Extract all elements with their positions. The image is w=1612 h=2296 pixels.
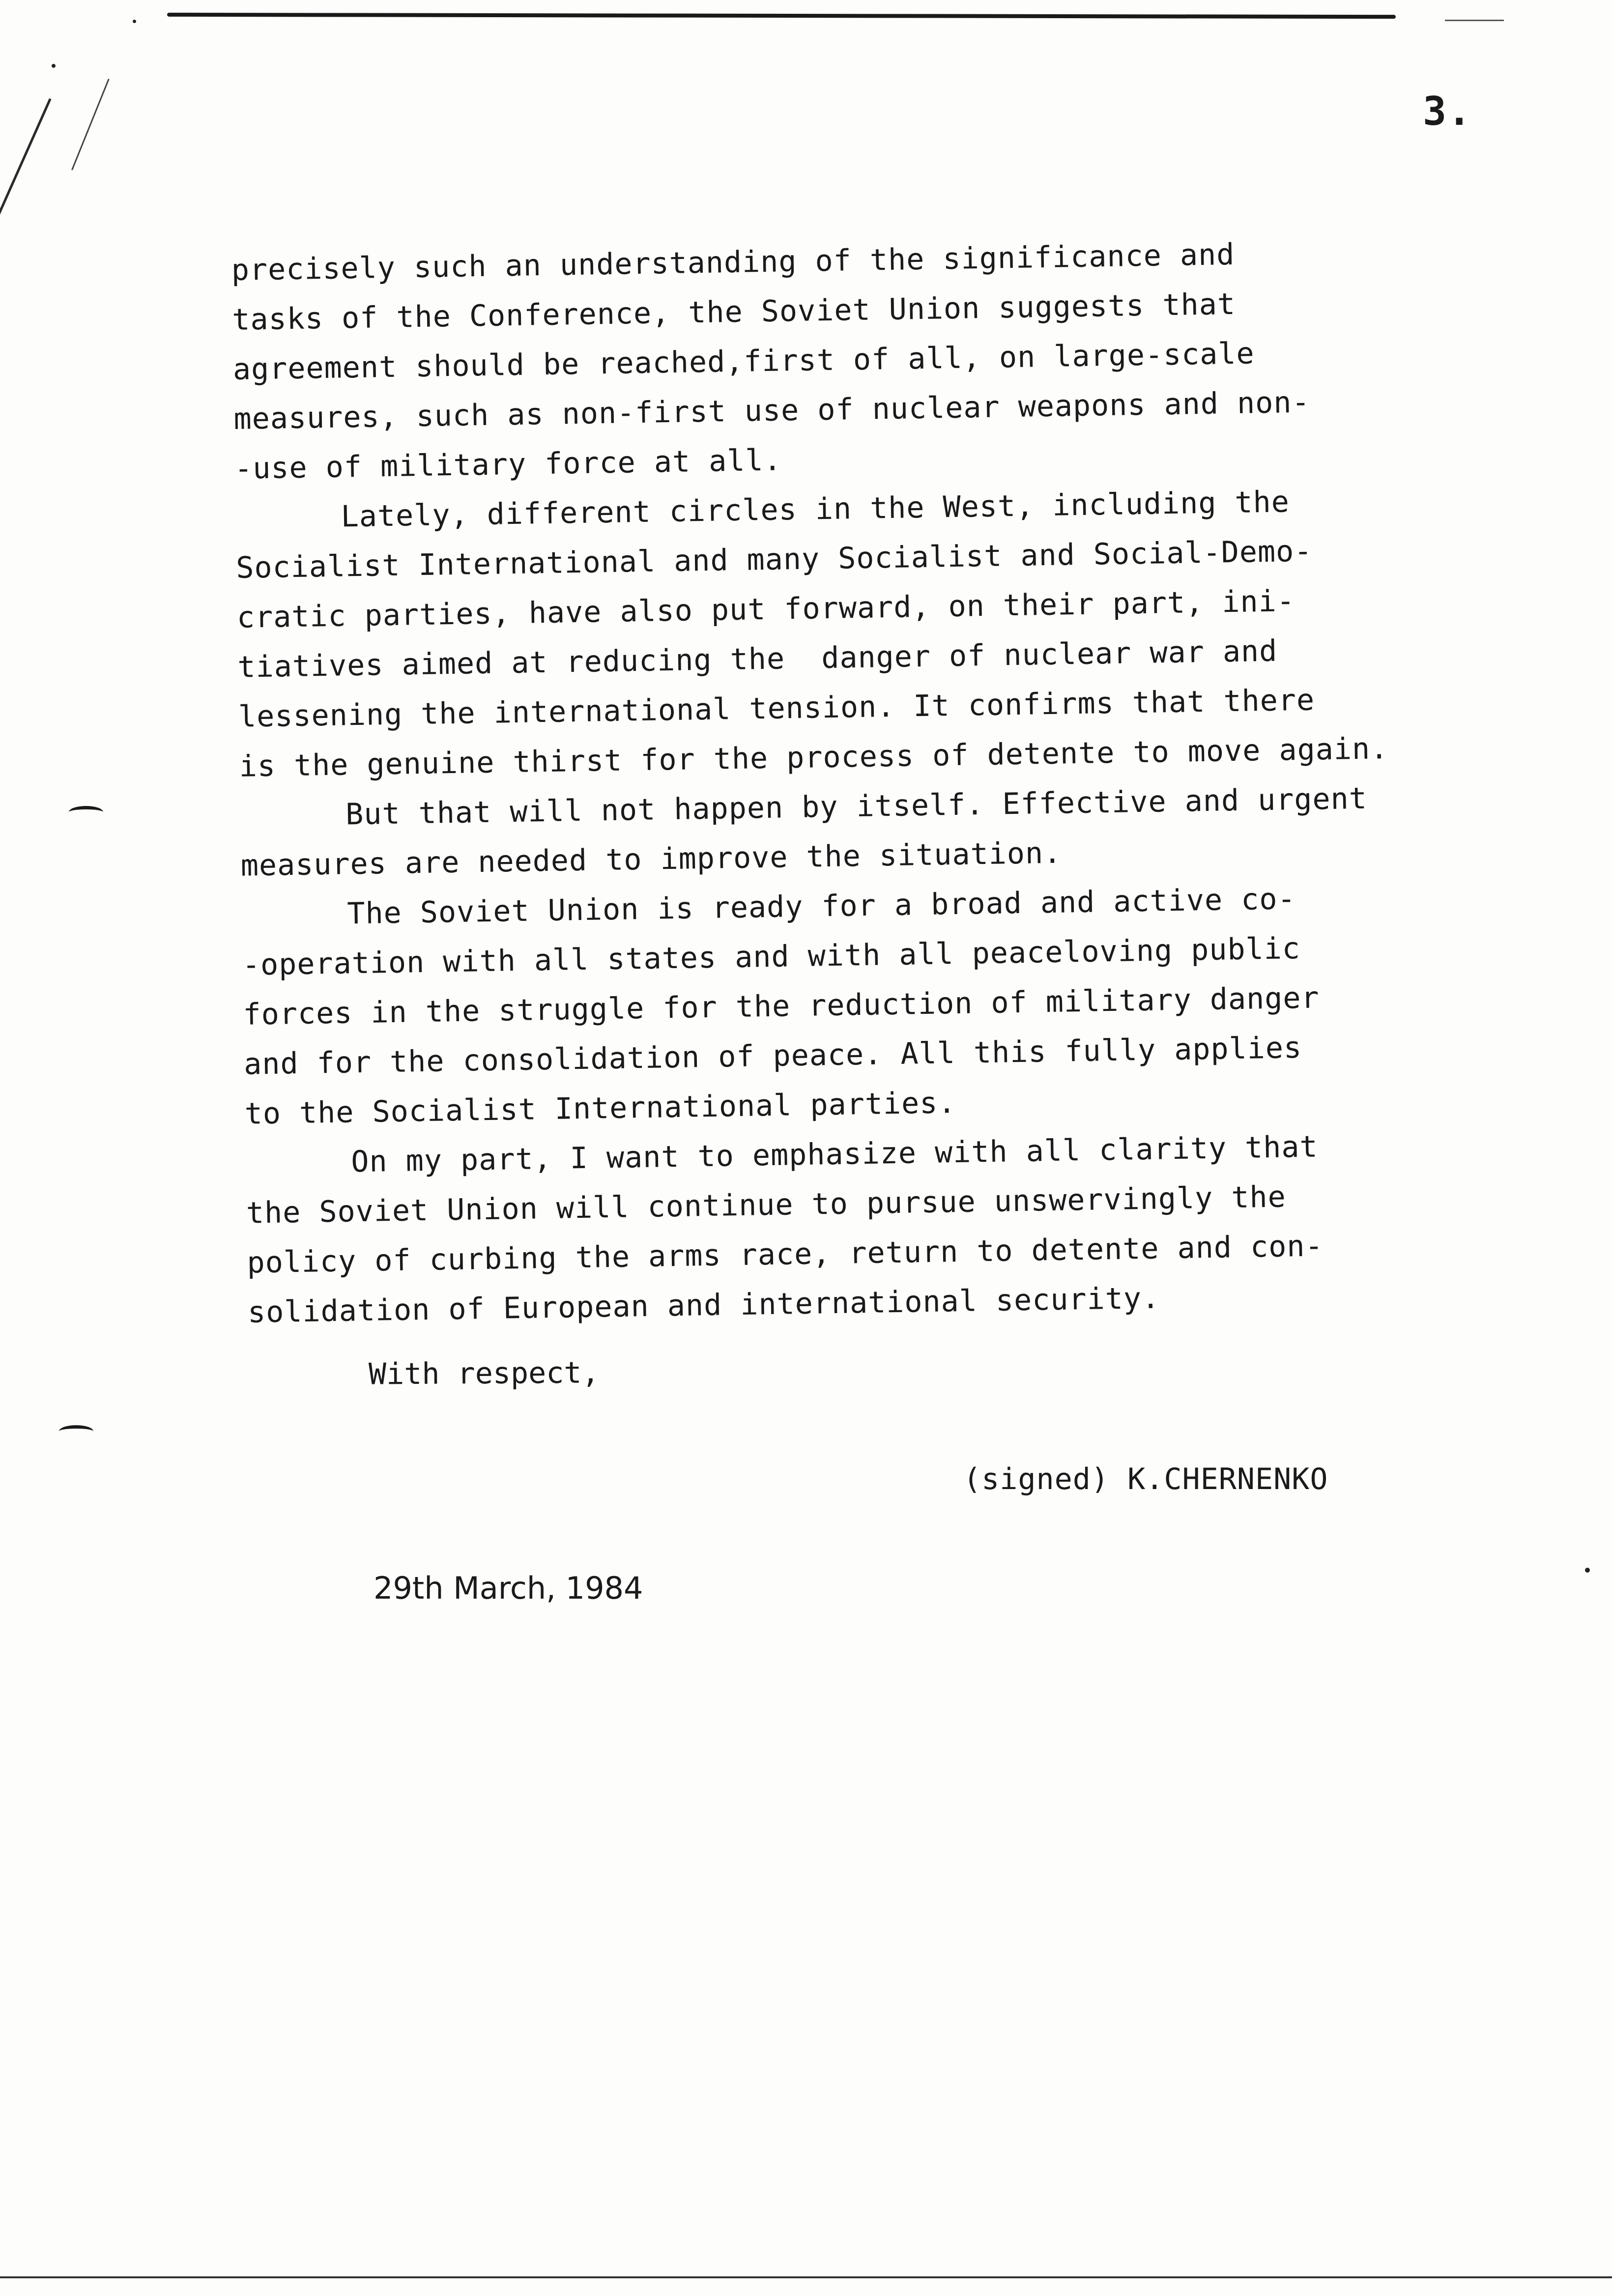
scan-bottom-edge-line (0, 2276, 1612, 2278)
text-line: -use of military force at all. (234, 443, 782, 486)
text-line: tiatives aimed at reducing the danger of nuclear war and (237, 633, 1278, 685)
text-line: Lately, different circles in the West, including the (341, 485, 1290, 534)
text-line: measures, such as non-first use of nuclear weapons and non- (233, 385, 1311, 436)
text-line: Socialist International and many Socialist and Social-Demo- (235, 534, 1313, 585)
closing-salutation: With respect, (368, 1355, 600, 1392)
scan-top-edge-line (167, 13, 1396, 19)
margin-hole-punch-mark (69, 806, 103, 818)
paragraph (241, 870, 1582, 1139)
text-line: But that will not happen by itself. Effective and urgent (345, 781, 1368, 832)
paragraph (245, 1118, 1585, 1338)
paragraph (235, 473, 1576, 792)
text-line: forces in the struggle for the reduction of military danger (243, 980, 1320, 1032)
text-line: the Soviet Union will continue to pursue unswervingly the (246, 1179, 1287, 1231)
text-line: policy of curbing the arms race, return to detente and con- (246, 1229, 1324, 1280)
page-number: 3. (1423, 88, 1472, 134)
text-line: solidation of European and international security. (247, 1281, 1160, 1330)
margin-pen-stroke-small (71, 79, 110, 171)
text-line: measures are needed to improve the situation. (240, 835, 1062, 883)
paragraph (231, 225, 1572, 494)
text-line: agreement should be reached,first of all, on large-scale (232, 336, 1255, 387)
scan-speck (1585, 1568, 1590, 1573)
text-line: is the genuine thirst for the process of detente to move again. (239, 731, 1389, 784)
signature-line: (signed) K.CHERNENKO (963, 1462, 1328, 1496)
scan-top-edge-line-right (1445, 20, 1504, 21)
text-line: precisely such an understanding of the significance and (231, 237, 1235, 287)
scan-speck (133, 20, 136, 23)
letter-body (231, 225, 1585, 1337)
text-line: and for the consolidation of peace. All this fully applies (243, 1030, 1302, 1082)
text-line: lessening the international tension. It confirms that there (238, 683, 1315, 734)
letter-date: 29th March, 1984 (374, 1570, 643, 1606)
text-line: cratic parties, have also put forward, on their part, ini- (236, 584, 1295, 635)
text-line: The Soviet Union is ready for a broad and active co- (346, 882, 1296, 931)
text-line: -operation with all states and with all peaceloving public (242, 931, 1301, 982)
text-line: tasks of the Conference, the Soviet Union suggests that (231, 287, 1236, 337)
margin-pen-stroke (0, 98, 52, 288)
text-line: to the Socialist International parties. (244, 1086, 956, 1131)
margin-hole-punch-mark (59, 1425, 93, 1437)
scan-speck (52, 64, 56, 68)
text-line: On my part, I want to emphasize with all clarity that (350, 1129, 1319, 1179)
